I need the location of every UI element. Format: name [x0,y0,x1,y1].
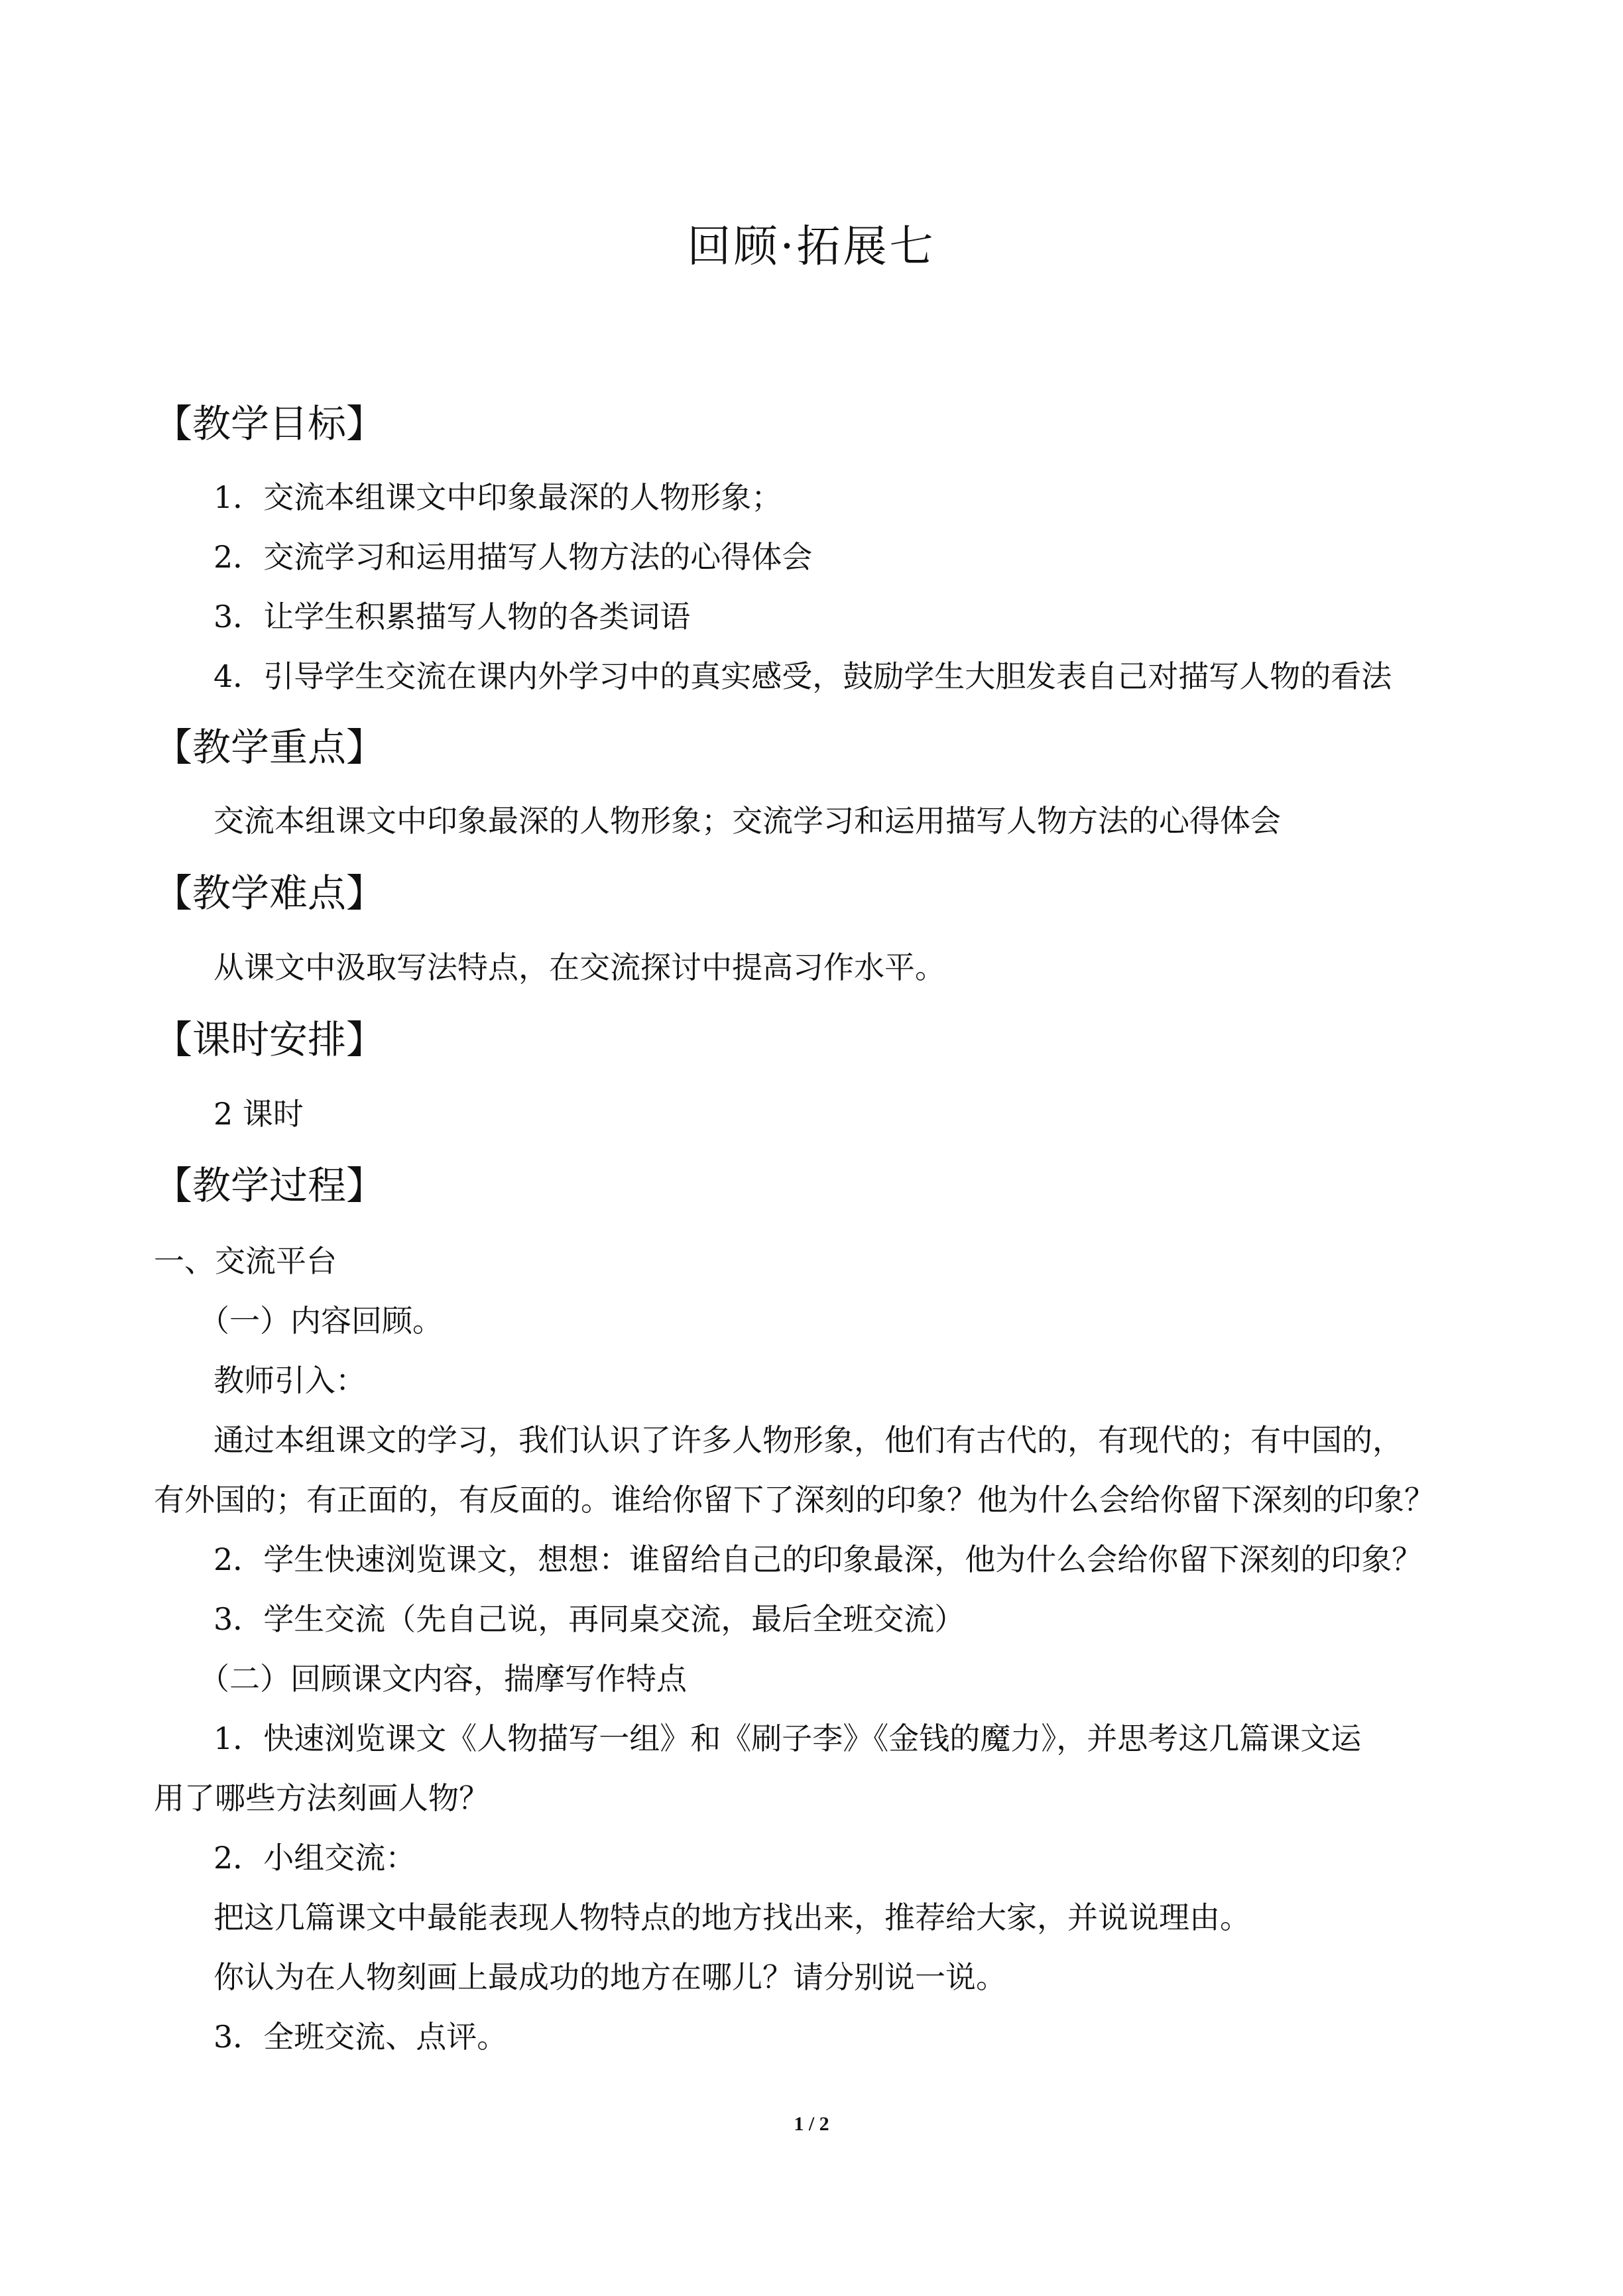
difficulties-text: 从课文中汲取写法特点，在交流探讨中提高习作水平。 [213,949,945,985]
page-number: 1 / 2 [794,2113,829,2135]
teacher-intro-line: 有外国的；有正面的，有反面的。谁给你留下了深刻的印象？他为什么会给你留下深刻的印象？ [154,1482,1435,1518]
process-text: 把这几篇课文中最能表现人物特点的地方找出来，推荐给大家，并说说理由。 [213,1900,1250,1935]
difficulties-heading: 【教学难点】 [154,871,385,916]
objective-item: 3．让学生积累描写人物的各类词语 [213,599,691,634]
process-step: 2．小组交流： [213,1840,416,1876]
document-title: 回顾·拓展七 [687,221,936,272]
process-step: 用了哪些方法刻画人物？ [154,1780,489,1816]
process-subsection-two: （二）回顾课文内容，揣摩写作特点 [199,1661,687,1697]
process-step: 3．学生交流（先自己说，再同桌交流，最后全班交流） [213,1601,965,1637]
schedule-heading: 【课时安排】 [154,1017,385,1062]
objectives-heading: 【教学目标】 [154,401,385,446]
key-points-heading: 【教学重点】 [154,725,385,770]
objective-item: 2．交流学习和运用描写人物方法的心得体会 [213,539,813,575]
objective-item: 1．交流本组课文中印象最深的人物形象； [213,479,782,515]
teacher-intro-label: 教师引入： [213,1362,366,1398]
process-part-one: 一、交流平台 [154,1243,337,1279]
process-heading: 【教学过程】 [154,1163,385,1208]
teacher-intro-line: 通过本组课文的学习，我们认识了许多人物形象，他们有古代的，有现代的；有中国的， [213,1422,1403,1458]
process-step: 3．全班交流、点评。 [213,2019,508,2055]
process-step: 1．快速浏览课文《人物描写一组》和《刷子李》《金钱的魔力》，并思考这几篇课文运 [213,1721,1362,1756]
objective-item: 4．引导学生交流在课内外学习中的真实感受，鼓励学生大胆发表自己对描写人物的看法 [213,658,1392,694]
process-subsection-one: （一）内容回顾。 [199,1303,443,1339]
process-text: 你认为在人物刻画上最成功的地方在哪儿？请分别说一说。 [213,1959,1006,1995]
key-points-text: 交流本组课文中印象最深的人物形象；交流学习和运用描写人物方法的心得体会 [213,803,1281,839]
schedule-text: 2 课时 [213,1096,304,1132]
process-step: 2．学生快速浏览课文，想想：谁留给自己的印象最深，他为什么会给你留下深刻的印象？ [213,1541,1423,1577]
